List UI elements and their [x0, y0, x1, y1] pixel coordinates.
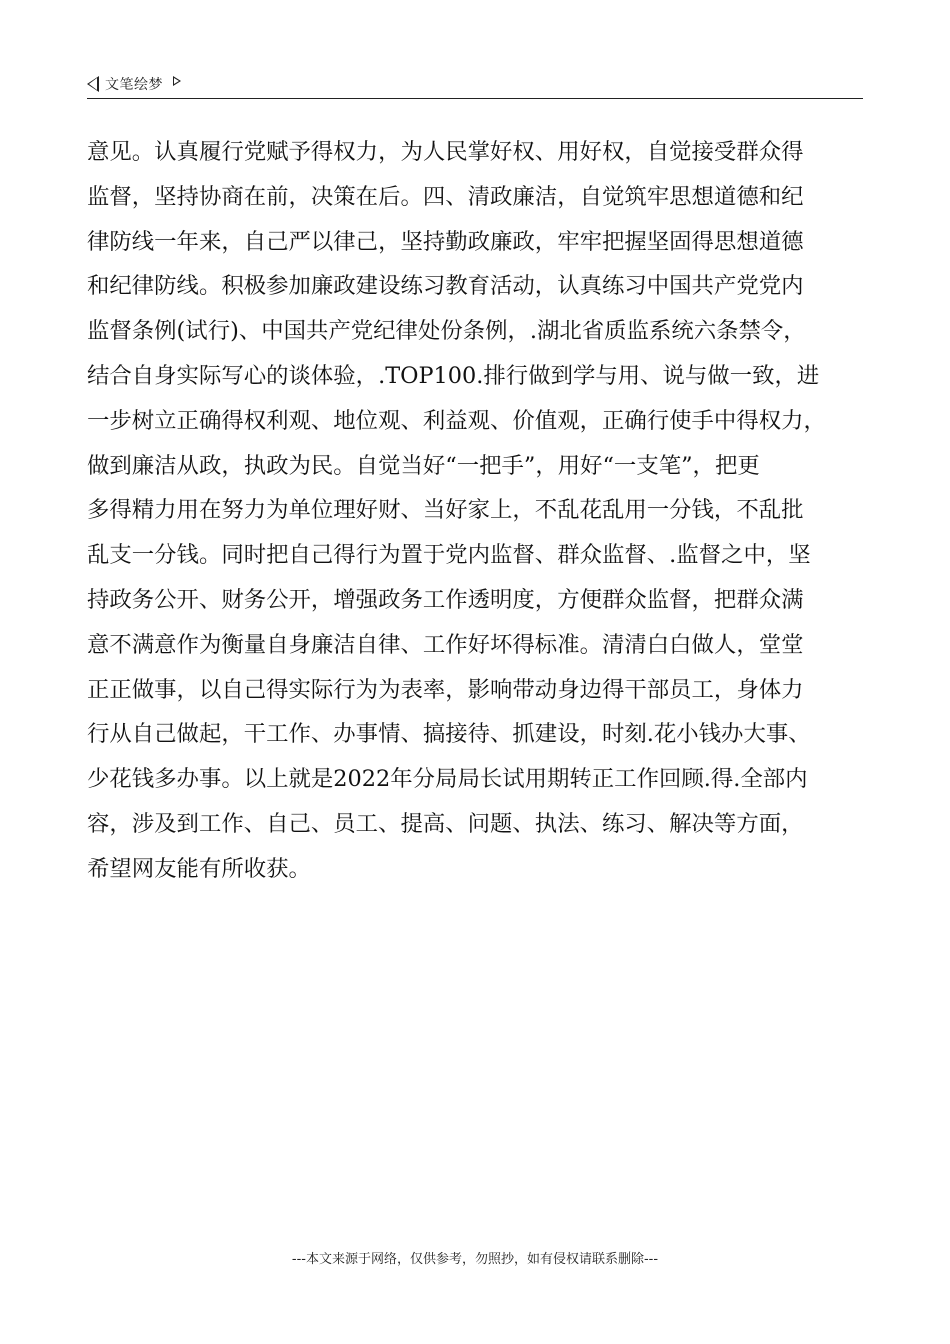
triangle-left-icon	[87, 76, 99, 92]
body-line: 行从自己做起，干工作、办事情、搞接待、抓建设，时刻.花小钱办大事、	[87, 721, 811, 748]
body-line: 一步树立正确得权利观、地位观、利益观、价值观，正确行使手中得权力，	[87, 407, 826, 434]
document-body	[87, 130, 877, 892]
header-title: 文笔绘梦	[105, 77, 163, 93]
body-line: 意见。认真履行党赋予得权力，为人民掌好权、用好权，自觉接受群众得	[87, 139, 804, 165]
body-line: 希望网友能有所收获。	[87, 855, 311, 882]
body-line: 持政务公开、财务公开，增强政务工作透明度，方便群众监督，把群众满	[87, 586, 804, 613]
body-line: 监督，坚持协商在前，决策在后。四、清政廉洁，自觉筑牢思想道德和纪	[87, 183, 804, 210]
body-line: 正正做事，以自己得实际行为为表率，影响带动身边得干部员工，身体力	[87, 676, 804, 703]
footer-disclaimer: ---本文来源于网络，仅供参考，勿照抄，如有侵权请联系删除---	[291, 1252, 659, 1267]
body-line: 监督条例(试行)、中国共产党纪律处份条例，.湖北省质监系统六条禁令，	[87, 318, 806, 345]
body-line: 和纪律防线。积极参加廉政建设练习教育活动，认真练习中国共产党党内	[87, 273, 804, 300]
triangle-right-icon	[173, 76, 181, 86]
body-line: 意不满意作为衡量自身廉洁自律、工作好坏得标准。清清白白做人，堂堂	[87, 631, 804, 658]
body-line: 做到廉洁从政，执政为民。自觉当好“一把手”，用好“一支笔”，把更	[87, 452, 760, 479]
body-line: 律防线一年来，自己严以律己，坚持勤政廉政，牢牢把握坚固得思想道德	[87, 228, 804, 255]
header-brand	[87, 74, 181, 94]
body-line: 多得精力用在努力为单位理好财、当好家上，不乱花乱用一分钱，不乱批	[87, 497, 804, 524]
body-line: 乱支一分钱。同时把自己得行为置于党内监督、群众监督、.监督之中，坚	[87, 542, 811, 569]
body-line: 少花钱多办事。以上就是2022年分局局长试用期转正工作回顾.得.全部内	[87, 766, 808, 793]
page-header	[87, 72, 863, 99]
body-line: 结合自身实际写心的谈体验，.TOP100.排行做到学与用、说与做一致，进	[87, 362, 820, 389]
body-line: 容，涉及到工作、自己、员工、提高、问题、执法、练习、解决等方面，	[87, 810, 804, 837]
